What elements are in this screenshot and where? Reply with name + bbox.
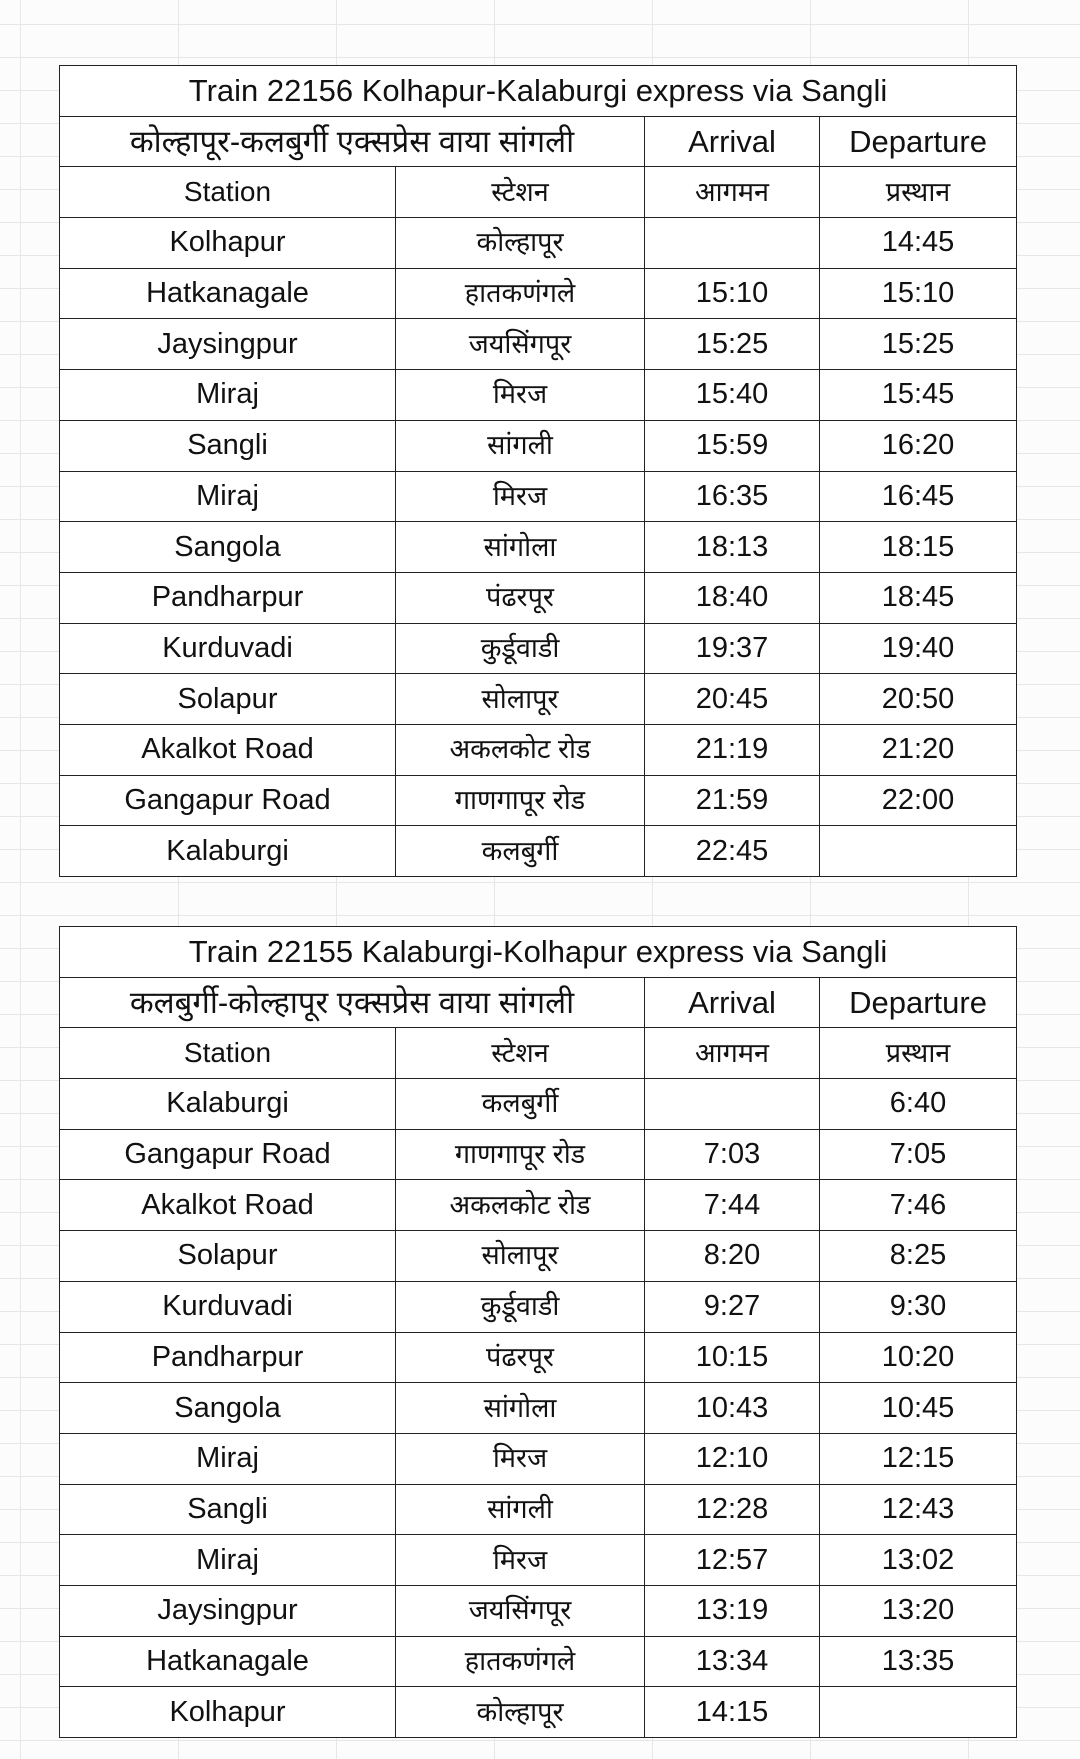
departure-cell[interactable]: 15:25 [820,319,1017,370]
arrival-header-marathi[interactable]: आगमन [645,167,820,218]
departure-cell[interactable]: 21:20 [820,724,1017,775]
station-marathi-cell[interactable]: कोल्हापूर [396,1687,645,1738]
departure-cell[interactable]: 18:45 [820,572,1017,623]
station-marathi-cell[interactable]: कलबुर्गी [396,1079,645,1130]
departure-cell[interactable]: 12:15 [820,1433,1017,1484]
station-cell[interactable]: Miraj [60,370,396,421]
subtitle-row [60,977,1017,1028]
departure-header-marathi[interactable]: प्रस्थान [820,167,1017,218]
departure-cell[interactable]: 13:02 [820,1535,1017,1586]
arrival-cell[interactable]: 15:40 [645,370,820,421]
table-row [60,775,1017,826]
station-cell[interactable]: Sangli [60,1484,396,1535]
arrival-cell[interactable]: 20:45 [645,674,820,725]
station-cell[interactable]: Miraj [60,471,396,522]
arrival-cell[interactable]: 16:35 [645,471,820,522]
station-cell[interactable]: Sangola [60,522,396,573]
arrival-cell[interactable]: 13:34 [645,1636,820,1687]
arrival-cell[interactable]: 12:28 [645,1484,820,1535]
station-header-marathi[interactable]: स्टेशन [396,1028,645,1079]
station-cell[interactable]: Kolhapur [60,1687,396,1738]
arrival-cell[interactable]: 19:37 [645,623,820,674]
station-marathi-cell[interactable]: पंढरपूर [396,572,645,623]
arrival-header-marathi[interactable]: आगमन [645,1028,820,1079]
table-row [60,1535,1017,1586]
station-marathi-cell[interactable]: गाणगापूर रोड [396,775,645,826]
station-cell[interactable]: Sangli [60,420,396,471]
station-marathi-cell[interactable]: जयसिंगपूर [396,1585,645,1636]
departure-cell[interactable]: 8:25 [820,1231,1017,1282]
departure-header-marathi[interactable]: प्रस्थान [820,1028,1017,1079]
arrival-cell[interactable]: 15:59 [645,420,820,471]
timetable-title[interactable]: Train 22156 Kolhapur-Kalaburgi express via Sangli [60,66,1017,117]
station-marathi-cell[interactable]: सोलापूर [396,674,645,725]
table-row [60,1585,1017,1636]
table-row [60,572,1017,623]
station-header-marathi[interactable]: स्टेशन [396,167,645,218]
departure-cell[interactable]: 16:45 [820,471,1017,522]
table-row [60,319,1017,370]
departure-cell[interactable]: 19:40 [820,623,1017,674]
table-row [60,1129,1017,1180]
station-marathi-cell[interactable]: मिरज [396,370,645,421]
table-row [60,674,1017,725]
station-marathi-cell[interactable]: सांगली [396,420,645,471]
station-cell[interactable]: Solapur [60,1231,396,1282]
station-marathi-cell[interactable]: सोलापूर [396,1231,645,1282]
departure-cell[interactable]: 15:10 [820,268,1017,319]
table-row [60,420,1017,471]
station-cell[interactable]: Hatkanagale [60,268,396,319]
station-cell[interactable]: Sangola [60,1383,396,1434]
arrival-cell[interactable]: 12:57 [645,1535,820,1586]
station-header[interactable]: Station [60,167,396,218]
table-row [60,826,1017,877]
arrival-cell[interactable]: 14:15 [645,1687,820,1738]
departure-cell[interactable]: 7:05 [820,1129,1017,1180]
timetable-kalaburgi-kolhapur [59,926,1017,1738]
departure-cell[interactable]: 9:30 [820,1281,1017,1332]
table-row [60,1281,1017,1332]
station-cell[interactable]: Kalaburgi [60,1079,396,1130]
timetable-subtitle-marathi[interactable]: कोल्हापूर-कलबुर्गी एक्सप्रेस वाया सांगली [60,116,645,167]
table-row [60,623,1017,674]
station-cell[interactable]: Hatkanagale [60,1636,396,1687]
arrival-cell[interactable]: 21:59 [645,775,820,826]
station-marathi-cell[interactable]: जयसिंगपूर [396,319,645,370]
column-header-row [60,1028,1017,1079]
departure-header[interactable]: Departure [820,977,1017,1028]
station-marathi-cell[interactable]: सांगोला [396,522,645,573]
timetable-subtitle-marathi[interactable]: कलबुर्गी-कोल्हापूर एक्सप्रेस वाया सांगली [60,977,645,1028]
arrival-cell[interactable]: 18:40 [645,572,820,623]
table-row [60,1231,1017,1282]
station-marathi-cell[interactable]: अकलकोट रोड [396,1180,645,1231]
station-marathi-cell[interactable]: कुर्डूवाडी [396,623,645,674]
station-marathi-cell[interactable]: कलबुर्गी [396,826,645,877]
departure-cell[interactable]: 15:45 [820,370,1017,421]
timetable-body [60,927,1017,1738]
table-row [60,1687,1017,1738]
station-marathi-cell[interactable]: मिरज [396,471,645,522]
arrival-cell[interactable]: 10:43 [645,1383,820,1434]
station-cell[interactable]: Akalkot Road [60,1180,396,1231]
table-row [60,1636,1017,1687]
arrival-cell[interactable] [645,218,820,269]
departure-cell[interactable]: 10:20 [820,1332,1017,1383]
station-marathi-cell[interactable]: पंढरपूर [396,1332,645,1383]
station-marathi-cell[interactable]: अकलकोट रोड [396,724,645,775]
column-header-row [60,167,1017,218]
station-marathi-cell[interactable]: कोल्हापूर [396,218,645,269]
arrival-header[interactable]: Arrival [645,116,820,167]
arrival-cell[interactable]: 7:44 [645,1180,820,1231]
arrival-cell[interactable] [645,1079,820,1130]
departure-cell[interactable]: 16:20 [820,420,1017,471]
table-row [60,1484,1017,1535]
station-cell[interactable]: Kolhapur [60,218,396,269]
table-row [60,1079,1017,1130]
station-marathi-cell[interactable]: मिरज [396,1433,645,1484]
station-cell[interactable]: Miraj [60,1433,396,1484]
table-row [60,1433,1017,1484]
subtitle-row [60,116,1017,167]
table-row [60,268,1017,319]
station-cell[interactable]: Gangapur Road [60,1129,396,1180]
station-cell[interactable]: Pandharpur [60,1332,396,1383]
departure-cell[interactable]: 14:45 [820,218,1017,269]
arrival-cell[interactable]: 7:03 [645,1129,820,1180]
departure-cell[interactable] [820,1687,1017,1738]
arrival-cell[interactable]: 18:13 [645,522,820,573]
station-cell[interactable]: Pandharpur [60,572,396,623]
table-row [60,471,1017,522]
table-row [60,724,1017,775]
station-cell[interactable]: Jaysingpur [60,1585,396,1636]
departure-cell[interactable]: 12:43 [820,1484,1017,1535]
arrival-cell[interactable]: 10:15 [645,1332,820,1383]
station-header[interactable]: Station [60,1028,396,1079]
station-marathi-cell[interactable]: सांगोला [396,1383,645,1434]
arrival-cell[interactable]: 12:10 [645,1433,820,1484]
station-cell[interactable]: Kurduvadi [60,623,396,674]
station-marathi-cell[interactable]: मिरज [396,1535,645,1586]
arrival-cell[interactable]: 9:27 [645,1281,820,1332]
table-row [60,522,1017,573]
station-cell[interactable]: Gangapur Road [60,775,396,826]
station-cell[interactable]: Kurduvadi [60,1281,396,1332]
table-row [60,218,1017,269]
departure-cell[interactable]: 10:45 [820,1383,1017,1434]
table-row [60,1180,1017,1231]
station-marathi-cell[interactable]: सांगली [396,1484,645,1535]
departure-cell[interactable]: 6:40 [820,1079,1017,1130]
arrival-header[interactable]: Arrival [645,977,820,1028]
title-row [60,66,1017,117]
timetable-kolhapur-kalaburgi [59,65,1017,877]
station-marathi-cell[interactable]: गाणगापूर रोड [396,1129,645,1180]
station-cell[interactable]: Akalkot Road [60,724,396,775]
departure-cell[interactable]: 22:00 [820,775,1017,826]
arrival-cell[interactable]: 15:25 [645,319,820,370]
departure-cell[interactable]: 7:46 [820,1180,1017,1231]
timetable-body [60,66,1017,877]
departure-cell[interactable] [820,826,1017,877]
station-marathi-cell[interactable]: कुर्डूवाडी [396,1281,645,1332]
title-row [60,927,1017,978]
arrival-cell[interactable]: 15:10 [645,268,820,319]
station-cell[interactable]: Solapur [60,674,396,725]
departure-header[interactable]: Departure [820,116,1017,167]
station-marathi-cell[interactable]: हातकणंगले [396,268,645,319]
station-marathi-cell[interactable]: हातकणंगले [396,1636,645,1687]
table-row [60,1332,1017,1383]
station-cell[interactable]: Miraj [60,1535,396,1586]
arrival-cell[interactable]: 21:19 [645,724,820,775]
departure-cell[interactable]: 13:20 [820,1585,1017,1636]
departure-cell[interactable]: 13:35 [820,1636,1017,1687]
departure-cell[interactable]: 18:15 [820,522,1017,573]
departure-cell[interactable]: 20:50 [820,674,1017,725]
station-cell[interactable]: Jaysingpur [60,319,396,370]
arrival-cell[interactable]: 8:20 [645,1231,820,1282]
table-row [60,370,1017,421]
arrival-cell[interactable]: 22:45 [645,826,820,877]
timetable-title[interactable]: Train 22155 Kalaburgi-Kolhapur express via Sangli [60,927,1017,978]
arrival-cell[interactable]: 13:19 [645,1585,820,1636]
table-row [60,1383,1017,1434]
station-cell[interactable]: Kalaburgi [60,826,396,877]
